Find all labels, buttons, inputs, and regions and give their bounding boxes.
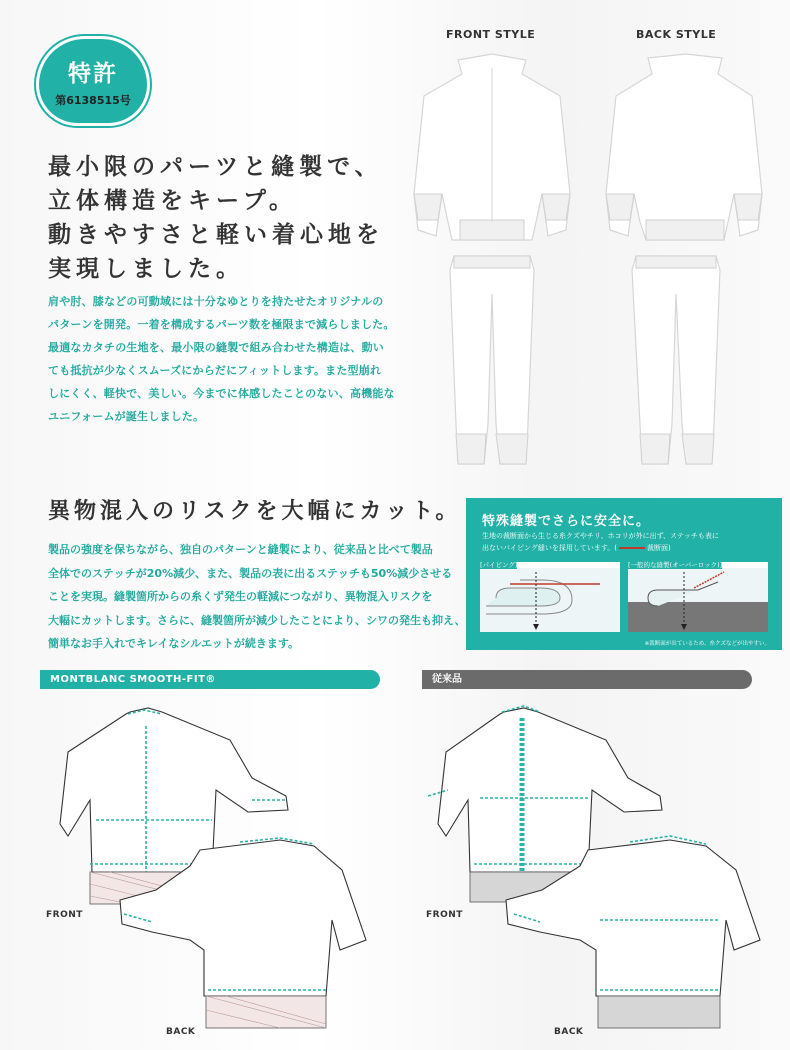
conventional-diagram	[420, 700, 780, 1040]
patent-badge	[36, 36, 150, 126]
overlock-diagram	[628, 562, 768, 632]
body-line: 肩や肘、膝などの可動域には十分なゆとりを持たせたオリジナルの	[48, 295, 384, 308]
conventional-bar: 従来品	[422, 670, 752, 689]
special-sewing-desc	[482, 530, 719, 554]
piping-panel	[480, 562, 620, 632]
right-front-label: FRONT	[426, 910, 463, 920]
body-line: しにくく、軽快で、美しい。今までに体感したことのない、高機能な	[48, 387, 395, 400]
overlock-note: ※裁断面が出ているため、糸クズなどが出やすい。	[644, 641, 770, 647]
front-pants-image	[450, 256, 534, 464]
back-jacket-image	[606, 54, 762, 240]
body-line: 大幅にカットします。さらに、縫製箇所が減少したことにより、シワの発生も抑え、	[48, 613, 466, 627]
patent-title: 特許	[68, 61, 118, 87]
body-line: ユニフォームが誕生しました。	[48, 410, 205, 423]
headline-line: 最小限のパーツと縫製で、	[48, 154, 383, 180]
body-line: ても抵抗が少なくスムーズにからだにフィットします。また型崩れ	[48, 364, 382, 377]
headline-line: 立体構造をキープ。	[48, 188, 298, 214]
body-line: 簡単なお手入れでキレイなシルエットが続きます。	[48, 637, 299, 650]
desc-line: 出ないパイピング縫いを採用しています。(	[482, 544, 618, 552]
special-sewing-title: 特殊縫製でさらに安全に。	[482, 514, 651, 529]
right-back-label: BACK	[554, 1027, 584, 1037]
left-front-label: FRONT	[46, 910, 83, 920]
piping-diagram	[480, 562, 620, 632]
desc-line-2	[482, 542, 719, 554]
montblanc-diagram	[40, 700, 390, 1040]
body-text-risk	[48, 538, 468, 656]
body-line: 製品の強度を保ちながら、独自のパターンと縫製により、従来品と比べて製品	[48, 543, 433, 556]
body-line: ことを実現。縫製箇所からの糸くず発生の軽減につながり、異物混入リスクを	[48, 590, 433, 603]
cut-edge-swatch	[619, 547, 645, 549]
risk-headline: 異物混入のリスクを大幅にカット。	[48, 499, 462, 524]
piping-caption: [パイピング]	[480, 561, 518, 569]
back-style-label: BACK STYLE	[636, 28, 717, 41]
overlock-panel	[628, 562, 768, 632]
body-line: 最適なカタチの生地を、最小限の縫製で組み合わせた構造は、動い	[48, 341, 384, 354]
headline-line: 実現しました。	[48, 256, 244, 282]
headline-line: 動きやすさと軽い着心地を	[48, 222, 384, 248]
montblanc-bar: MONTBLANC SMOOTH-FIT®	[40, 670, 380, 689]
patent-number: 第6138515号	[55, 94, 131, 107]
body-line: パターンを開発。一着を構成するパーツ数を極限まで減らしました。	[48, 318, 395, 331]
special-sewing-box	[466, 498, 782, 650]
left-back-label: BACK	[166, 1027, 196, 1037]
back-pants-image	[632, 256, 720, 464]
desc-line: 生地の裁断面から生じる糸クズやチリ、ホコリが外に出ず、ステッチも表に	[482, 532, 719, 540]
headline	[48, 150, 384, 286]
product-photos	[400, 44, 785, 474]
desc-line: 裁断面)	[647, 544, 671, 552]
front-style-label: FRONT STYLE	[446, 28, 536, 41]
overlock-caption: [一般的な縫製(オーバーロック)]	[628, 561, 723, 569]
front-jacket-image	[414, 54, 570, 240]
body-text-intro	[48, 290, 398, 428]
body-line: 全体でのステッチが20%減少、また、製品の表に出るステッチも50%減少させる	[48, 566, 453, 580]
